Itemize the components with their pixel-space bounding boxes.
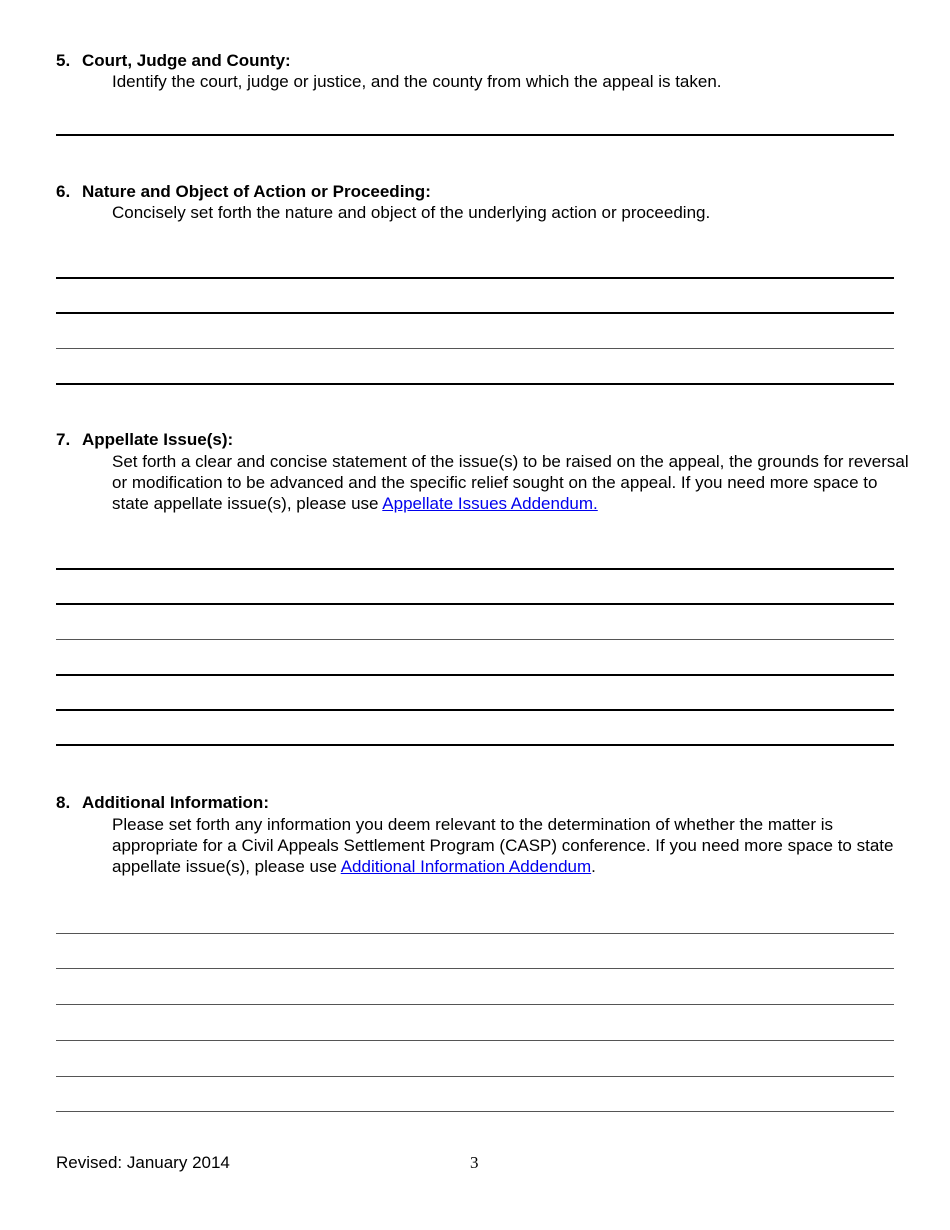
section-6-heading: [56, 181, 431, 202]
section-8-answer-line[interactable]: [56, 1004, 894, 1005]
section-8-title: Additional Information:: [82, 793, 269, 812]
section-6-answer-line[interactable]: [56, 383, 894, 385]
section-8-answer-line[interactable]: [56, 1076, 894, 1077]
section-6-description: Concisely set forth the nature and object of the underlying action or proceeding.: [112, 203, 711, 222]
section-6-answer-line[interactable]: [56, 348, 894, 349]
section-7-heading: [56, 429, 233, 450]
section-6-number: 6.: [56, 182, 71, 201]
additional-information-addendum-link[interactable]: Additional Information Addendum: [340, 857, 592, 876]
section-7-answer-line[interactable]: [56, 568, 894, 570]
section-8-description-text: Please set forth any information you deem relevant to the determination of whether the matter is appropriate for a Civil Appeals Settlement Program (CASP) conference. If you need more space to state appellate issue(s), please use: [112, 815, 894, 876]
page-number: 3: [470, 1153, 479, 1172]
section-7-title: Appellate Issue(s):: [82, 430, 234, 449]
section-6-answer-line[interactable]: [56, 277, 894, 279]
section-7-answer-line[interactable]: [56, 639, 894, 640]
section-7-answer-line[interactable]: [56, 709, 894, 711]
section-5-heading: [56, 50, 291, 71]
section-7-description-text: Set forth a clear and concise statement of the issue(s) to be raised on the appeal, the grounds for reversal or modification to be advanced and the specific relief sought on the appeal. If you need more space to state appellate issue(s), please use: [112, 452, 909, 513]
section-8-description-tail: .: [591, 857, 596, 876]
section-8-answer-line[interactable]: [56, 1111, 894, 1112]
section-8-description: [112, 814, 912, 877]
section-7-answer-line[interactable]: [56, 603, 894, 605]
revised-date: Revised: January 2014: [56, 1153, 230, 1172]
section-5-description: Identify the court, judge or justice, and the county from which the appeal is taken.: [112, 72, 722, 91]
section-5-title: Court, Judge and County:: [82, 51, 291, 70]
section-7-answer-line[interactable]: [56, 674, 894, 676]
section-7-answer-line[interactable]: [56, 744, 894, 746]
section-7-description: [112, 451, 912, 514]
section-8-answer-line[interactable]: [56, 1040, 894, 1041]
section-8-answer-line[interactable]: [56, 968, 894, 969]
section-5-answer-line[interactable]: [56, 134, 894, 136]
section-5-number: 5.: [56, 51, 71, 70]
section-8-number: 8.: [56, 793, 71, 812]
section-7-number: 7.: [56, 430, 71, 449]
section-8-heading: [56, 792, 269, 813]
section-8-answer-line[interactable]: [56, 933, 894, 934]
section-6-answer-line[interactable]: [56, 312, 894, 314]
appellate-issues-addendum-link[interactable]: Appellate Issues Addendum.: [382, 494, 598, 513]
section-6-title: Nature and Object of Action or Proceeding:: [82, 182, 431, 201]
